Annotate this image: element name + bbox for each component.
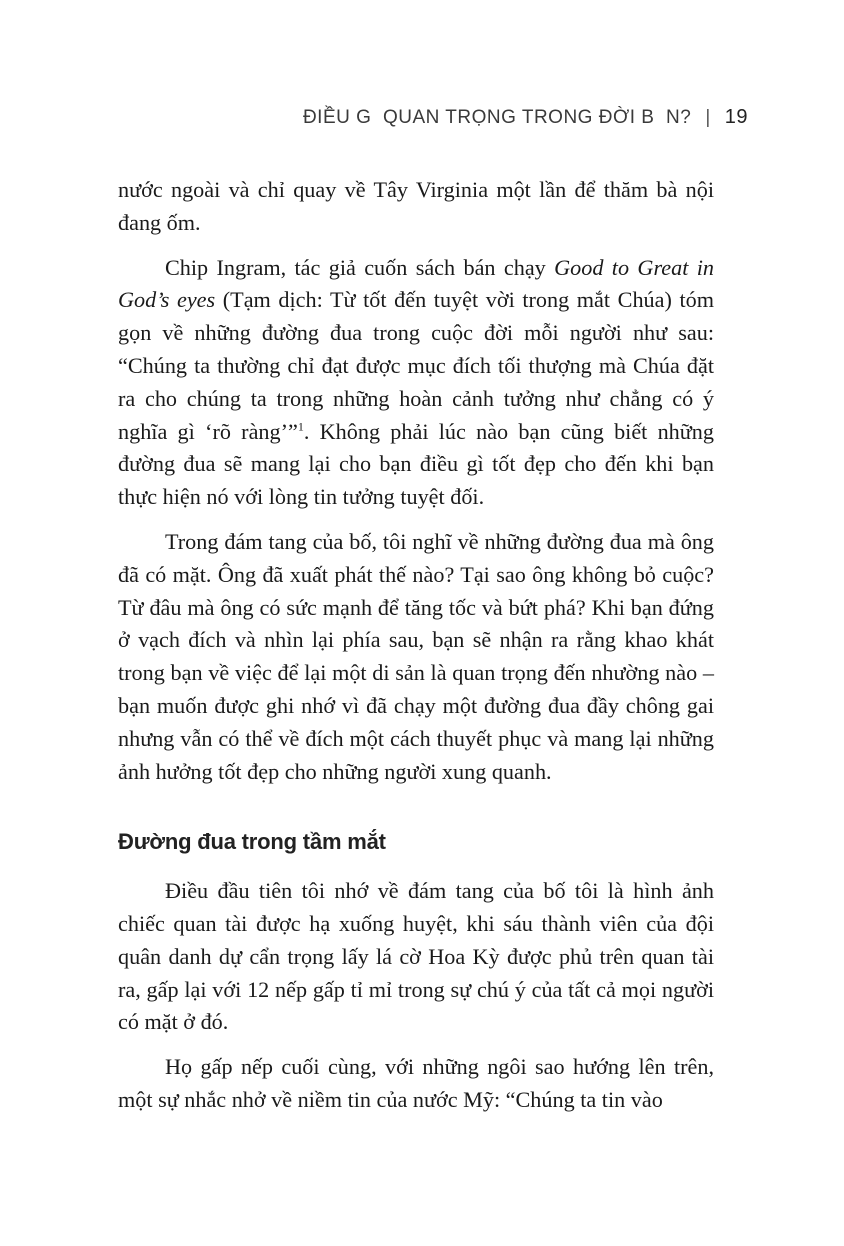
page-number: 19 [724, 106, 748, 128]
paragraph-4: Điều đầu tiên tôi nhớ về đám tang của bố tôi là hình ảnh chiếc quan tài được hạ xuống huyệt, khi sáu thành viên của đội quân danh dự cẩn trọng lấy lá cờ Hoa Kỳ được phủ trên quan tài ra, gấp lại với 12 nếp gấp tỉ mỉ trong sự chú ý của tất cả mọi người có mặt ở đó. [118, 878, 714, 1035]
paragraph-2-part-a: Chip Ingram, tác giả cuốn sách bán chạy [165, 254, 555, 280]
paragraph-5: Họ gấp nếp cuối cùng, với những ngôi sao hướng lên trên, một sự nhắc nhở về niềm tin của nước Mỹ: “Chúng ta tin vào [118, 1054, 714, 1112]
book-title: Good to Great in God’s eyes [118, 254, 714, 313]
running-head-separator: | [705, 107, 711, 128]
paragraph-3: Trong đám tang của bố, tôi nghĩ về những đường đua mà ông đã có mặt. Ông đã xuất phát thế nào? Tại sao ông không bỏ cuộc? Từ đâu mà ông có sức mạnh để tăng tốc và bứt phá? Khi bạn đứng ở vạch đích và nhìn lại phía sau, bạn sẽ nhận ra rằng khao khát trong bạn về việc để lại một di sản là quan trọng đến nhường nào – bạn muốn được ghi nhớ vì đã chạy một đường đua đầy chông gai nhưng vẫn có thể về đích một cách thuyết phục và mang lại những ảnh hưởng tốt đẹp cho những người xung quanh. [118, 528, 714, 784]
paragraph-2-part-c: . Không phải lúc nào bạn cũng biết những đường đua sẽ mang lại cho bạn điều gì tốt đẹp cho đến khi bạn thực hiện nó với lòng tin tưởng tuyệt đối. [118, 418, 714, 510]
paragraph-2 [118, 252, 714, 514]
paragraph-1: nước ngoài và chỉ quay về Tây Virginia một lần để thăm bà nội đang ốm. [118, 177, 714, 235]
running-head-title: ĐIỀU G QUAN TRỌNG TRONG ĐỜI B N? [302, 107, 692, 128]
footnote-marker: 1 [297, 419, 304, 434]
paragraph-2-part-b: (Tạm dịch: Từ tốt đến tuyệt vời trong mắt Chúa) tóm gọn về những đường đua trong cuộc đời mỗi người như sau: “Chúng ta thường chỉ đạt được mục đích tối thượng mà Chúa đặt ra cho chúng ta trong những hoàn cảnh tưởng như chẳng có ý nghĩa gì ‘rõ ràng’” [118, 287, 714, 444]
section-heading: Đường đua trong tầm mắt [118, 829, 386, 855]
body-text [118, 174, 714, 1117]
running-head [303, 106, 748, 129]
